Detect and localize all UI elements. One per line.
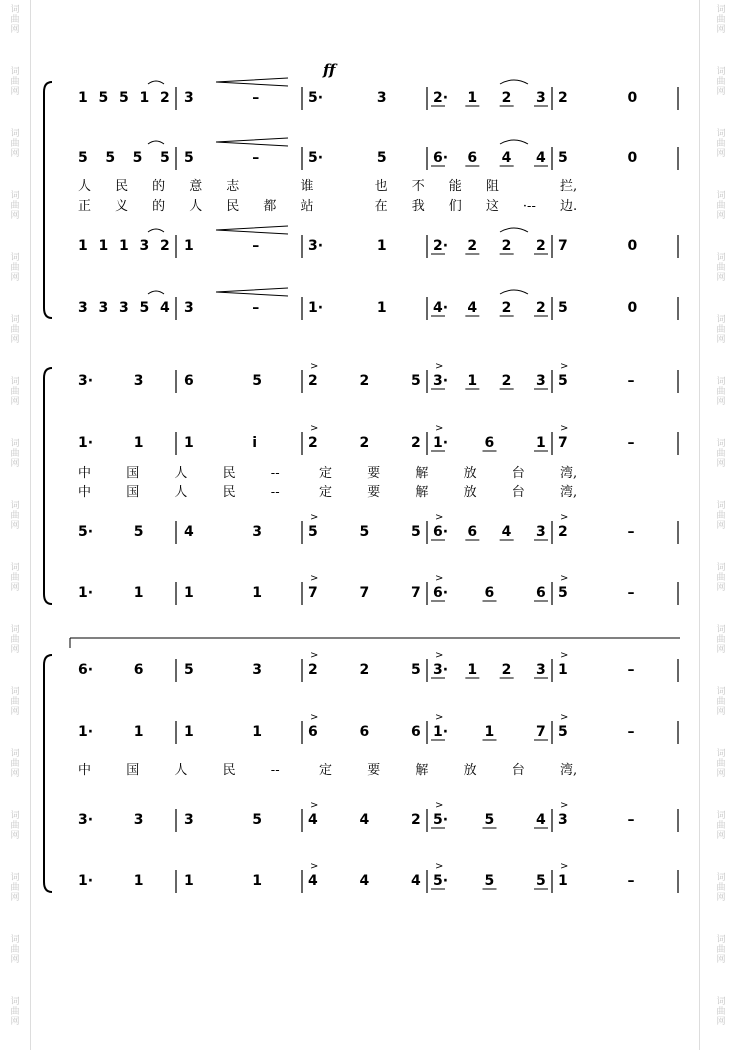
note: 7 [359,585,370,601]
note: 7 [536,724,546,740]
lyric-char: 台 [511,466,525,481]
note: 4 [501,150,512,166]
note: 4 [411,873,421,889]
note: 2· [433,90,449,106]
accent-mark: > [435,650,444,661]
accent-mark: > [560,650,569,661]
note: 5 [139,300,150,316]
watermark-text: 词 曲 网 [716,501,726,531]
note: 4 [308,873,318,889]
watermark-text: 词 曲 网 [10,253,20,283]
note: 5 [119,90,129,106]
note: 2 [308,435,318,451]
note: 0 [627,300,638,316]
note: 5 [484,812,495,828]
note: – [252,90,260,106]
note: 5· [433,873,449,889]
note: – [627,662,635,678]
note: 1 [78,90,88,106]
note: 3 [139,238,150,254]
note: 3 [133,812,144,828]
slur [500,290,528,294]
accent-mark: > [560,512,569,523]
lyric-char: 边. [560,199,578,214]
lyric-char: 解 [415,466,429,481]
lyric-char: 谁 [300,179,314,194]
note: i [252,435,258,451]
accent-mark: > [560,800,569,811]
watermark-text: 词 曲 网 [10,501,20,531]
watermark-text: 词 曲 网 [10,563,20,593]
note: 1 [98,238,109,254]
watermark-text: 词 曲 网 [716,377,726,407]
note: 1 [467,373,478,389]
watermark-text: 词 曲 网 [716,997,726,1027]
note: 0 [627,150,638,166]
lyric-char: 要 [367,485,381,500]
note: 5 [98,90,109,106]
note: 1 [133,585,144,601]
note: 4 [536,150,546,166]
note: 3 [536,524,546,540]
lyric-char: 的 [152,179,166,194]
note: 2 [359,662,370,678]
note: 6· [433,585,449,601]
note: 1 [558,662,568,678]
note: – [627,435,635,451]
note: 5 [558,300,568,316]
accent-mark: > [435,712,444,723]
watermark-text: 词 曲 网 [716,439,726,469]
accent-mark: > [560,423,569,434]
note: 5 [558,150,568,166]
watermark-text: 词 曲 网 [716,67,726,97]
slur [500,80,528,84]
note: 3 [184,812,194,828]
note: 0 [627,90,638,106]
note: 1 [252,585,262,601]
system-bracket [44,655,52,892]
note: – [252,238,260,254]
lyric-char: 放 [463,485,477,500]
lyric-char: 义 [115,199,129,214]
note: 2 [160,238,170,254]
note: 6 [484,585,495,601]
lyric-char: 民 [222,485,236,500]
lyric-char: 中 [78,763,92,778]
lyric-char: 正 [78,199,92,214]
note: 5 [78,150,88,166]
note: 2 [308,662,318,678]
note: 3 [119,300,129,316]
note: 5 [132,150,143,166]
lyric-char: -- [270,485,280,500]
note: 6· [433,524,449,540]
note: 3 [98,300,109,316]
note: 5· [308,90,324,106]
note: 3· [78,812,94,828]
accent-mark: > [560,712,569,723]
note: – [627,524,635,540]
watermark-text: 词 曲 网 [10,935,20,965]
note: 4 [536,812,546,828]
lyric-char: 人 [174,485,188,500]
crescendo-hairpin [216,78,288,86]
accent-mark: > [560,361,569,372]
watermark-text: 词 曲 网 [716,935,726,965]
note: 3· [433,373,449,389]
accent-mark: > [435,361,444,372]
note: 5 [133,524,144,540]
note: 3 [184,300,194,316]
note: 7 [411,585,421,601]
accent-mark: > [435,512,444,523]
lyrics [78,178,577,778]
watermark-text: 词 曲 网 [10,315,20,345]
note: 4 [359,873,370,889]
lyric-char: 定 [319,466,333,481]
note: 4 [160,300,170,316]
note: 1 [133,873,144,889]
lyric-char: 在 [374,199,388,214]
note: 5· [78,524,94,540]
note: 2 [536,238,546,254]
note: 3· [78,373,94,389]
lyric-char: -- [270,763,280,778]
note: 5 [184,150,194,166]
lyric-char: 阻 [485,179,499,194]
slur [500,228,528,232]
watermark-text: 词 曲 网 [716,191,726,221]
note: 1 [119,238,129,254]
lyric-char: 放 [463,466,477,481]
note: 2 [558,90,568,106]
lyric-char: 民 [115,179,129,194]
watermark-text: 词 曲 网 [10,439,20,469]
watermark-text: 词 曲 网 [10,997,20,1027]
note: 5 [359,524,370,540]
note: 1 [133,435,144,451]
note: 2 [558,524,568,540]
note: 3· [308,238,324,254]
lyric-char: 志 [226,179,240,194]
watermark-text: 词 曲 网 [716,625,726,655]
watermark-text: 词 曲 网 [716,129,726,159]
lyric-char: 要 [367,763,381,778]
watermark-text: 词 曲 网 [10,191,20,221]
watermark-text: 词 曲 网 [10,811,20,841]
note: 6 [536,585,546,601]
note: 3 [252,662,262,678]
accent-mark: > [310,712,319,723]
note: 7 [558,238,568,254]
note: 5 [184,662,194,678]
lyric-char: 国 [126,466,140,481]
note: 1 [376,300,387,316]
lyric-char: 也 [374,179,388,194]
accent-mark: > [310,573,319,584]
note: 2 [359,373,370,389]
note: 5· [308,150,324,166]
note: 5 [411,373,421,389]
system-bracket [44,82,52,318]
note: 1 [139,90,150,106]
note: 2 [501,300,512,316]
note: 1 [536,435,546,451]
note: 4 [184,524,194,540]
note: 1 [78,238,88,254]
lyric-char: 湾, [560,466,578,481]
note: 5 [484,873,495,889]
watermark-text: 词 曲 网 [10,749,20,779]
note: 6 [308,724,318,740]
note: 5 [536,873,546,889]
note: – [252,150,260,166]
slur [148,141,164,144]
note: – [627,873,635,889]
lyric-char: 解 [415,763,429,778]
watermark-text: 词 曲 网 [716,253,726,283]
note: 1 [184,873,194,889]
lyric-char: 拦, [560,179,578,194]
lyric-char: 湾, [560,485,578,500]
note: 1· [78,585,94,601]
note: 6 [184,373,194,389]
note: 1 [252,724,262,740]
note: 1 [184,724,194,740]
watermark-text: 词 曲 网 [10,67,20,97]
note: 6· [433,150,449,166]
note: 4· [433,300,449,316]
accent-mark: > [560,573,569,584]
lyric-char: 的 [152,199,166,214]
note: 3· [433,662,449,678]
note: 7 [308,585,318,601]
watermark-text: 词 曲 网 [716,687,726,717]
note: 5 [558,724,568,740]
lyric-char: 解 [415,485,429,500]
note: 3 [78,300,88,316]
note: 1 [252,873,262,889]
accent-mark: > [310,800,319,811]
note: 1· [308,300,324,316]
crescendo-hairpin [216,226,288,234]
note: 5 [411,524,421,540]
lyric-char: ·-- [522,199,536,214]
lyric-char: 中 [78,466,92,481]
note: 2 [501,662,512,678]
lyric-char: 人 [189,199,203,214]
note: 2 [501,373,512,389]
note: 5 [308,524,318,540]
watermark-text: 词 曲 网 [716,811,726,841]
accent-mark: > [310,861,319,872]
system-bracket [44,368,52,604]
note: 1· [78,724,94,740]
note: 4 [359,812,370,828]
lyric-char: 台 [511,485,525,500]
note: 1 [184,238,194,254]
note: 1 [467,90,478,106]
note: 6 [359,724,370,740]
note: 6 [467,150,478,166]
note: 6 [467,524,478,540]
lyric-char: 人 [174,763,188,778]
lyric-char: 都 [263,199,277,214]
note: 1· [78,435,94,451]
slur [500,140,528,144]
dynamic-ff: ff [323,61,336,79]
lyric-char: 我 [411,199,425,214]
accent-mark: > [310,361,319,372]
accent-mark: > [310,423,319,434]
note: 6 [484,435,495,451]
lyric-char: 民 [222,763,236,778]
note: 2 [501,238,512,254]
note: 2 [411,435,421,451]
note: 5· [433,812,449,828]
note: 1 [484,724,495,740]
note: 5 [376,150,387,166]
watermark-text: 词 曲 网 [716,5,726,35]
note: 2 [501,90,512,106]
note: 5 [411,662,421,678]
note: – [627,585,635,601]
note: 6 [411,724,421,740]
lyric-char: 意 [189,179,203,194]
lyric-char: 定 [319,763,333,778]
accent-mark: > [560,861,569,872]
note: 4 [467,300,478,316]
note: 2 [308,373,318,389]
lyric-char: 不 [411,179,425,194]
lyric-char: 国 [126,485,140,500]
slur [148,81,164,84]
note: 1· [433,724,449,740]
note: 5 [558,585,568,601]
accent-mark: > [310,512,319,523]
note: 0 [627,238,638,254]
lyric-char: 定 [319,485,333,500]
watermark-text: 词 曲 网 [10,129,20,159]
lyric-char: 这 [485,199,499,214]
watermark-text: 词 曲 网 [10,687,20,717]
note: 5 [252,812,262,828]
watermark-text: 词 曲 网 [716,315,726,345]
lyric-char: 民 [226,199,240,214]
lyric-char: 台 [511,763,525,778]
note: 1 [133,724,144,740]
lyric-char: 湾, [560,763,578,778]
watermark-text: 词 曲 网 [10,873,20,903]
watermark-text: 词 曲 网 [10,625,20,655]
note: 1 [184,585,194,601]
lyric-char: 中 [78,485,92,500]
lyric-char: 人 [78,179,92,194]
note: 3 [536,662,546,678]
accent-mark: > [310,650,319,661]
lyric-char: -- [270,466,280,481]
note: 2 [411,812,421,828]
note: 6· [78,662,94,678]
note: 1 [184,435,194,451]
crescendo-hairpin [216,288,288,296]
lyric-char: 要 [367,466,381,481]
note: 5 [558,373,568,389]
accent-mark: > [435,573,444,584]
watermark-text: 词 曲 网 [10,377,20,407]
note: 3 [536,373,546,389]
system-brackets [44,82,52,892]
note: 2· [433,238,449,254]
note: 3 [252,524,262,540]
watermark-text: 词 曲 网 [716,873,726,903]
note: 6 [133,662,144,678]
crescendo-hairpin [216,138,288,146]
note: 3 [536,90,546,106]
note: 5 [105,150,116,166]
watermark-text: 词 曲 网 [10,5,20,35]
lyric-char: 能 [448,179,462,194]
accent-mark: > [435,861,444,872]
note: 1 [376,238,387,254]
note: 5 [252,373,262,389]
lyric-char: 民 [222,466,236,481]
note: 1· [433,435,449,451]
note: 5 [160,150,170,166]
note: 1 [558,873,568,889]
note: 2 [160,90,170,106]
accent-mark: > [435,423,444,434]
note: – [627,373,635,389]
slur [148,291,164,294]
note: 4 [308,812,318,828]
note: 7 [558,435,568,451]
note: 3 [376,90,387,106]
lyric-char: 们 [448,199,462,214]
note: 1· [78,873,94,889]
lyric-char: 国 [126,763,140,778]
note: – [627,724,635,740]
note: – [627,812,635,828]
note: 3 [133,373,144,389]
slur [148,229,164,232]
accent-mark: > [435,800,444,811]
note: – [252,300,260,316]
note: 2 [467,238,478,254]
lyric-char: 放 [463,763,477,778]
lyric-char: 站 [300,199,314,214]
note: 3 [558,812,568,828]
watermark-text: 词 曲 网 [716,563,726,593]
note: 1 [467,662,478,678]
note: 2 [359,435,370,451]
note: 2 [536,300,546,316]
note: 4 [501,524,512,540]
lyric-char: 人 [174,466,188,481]
note: 3 [184,90,194,106]
watermark-text: 词 曲 网 [716,749,726,779]
